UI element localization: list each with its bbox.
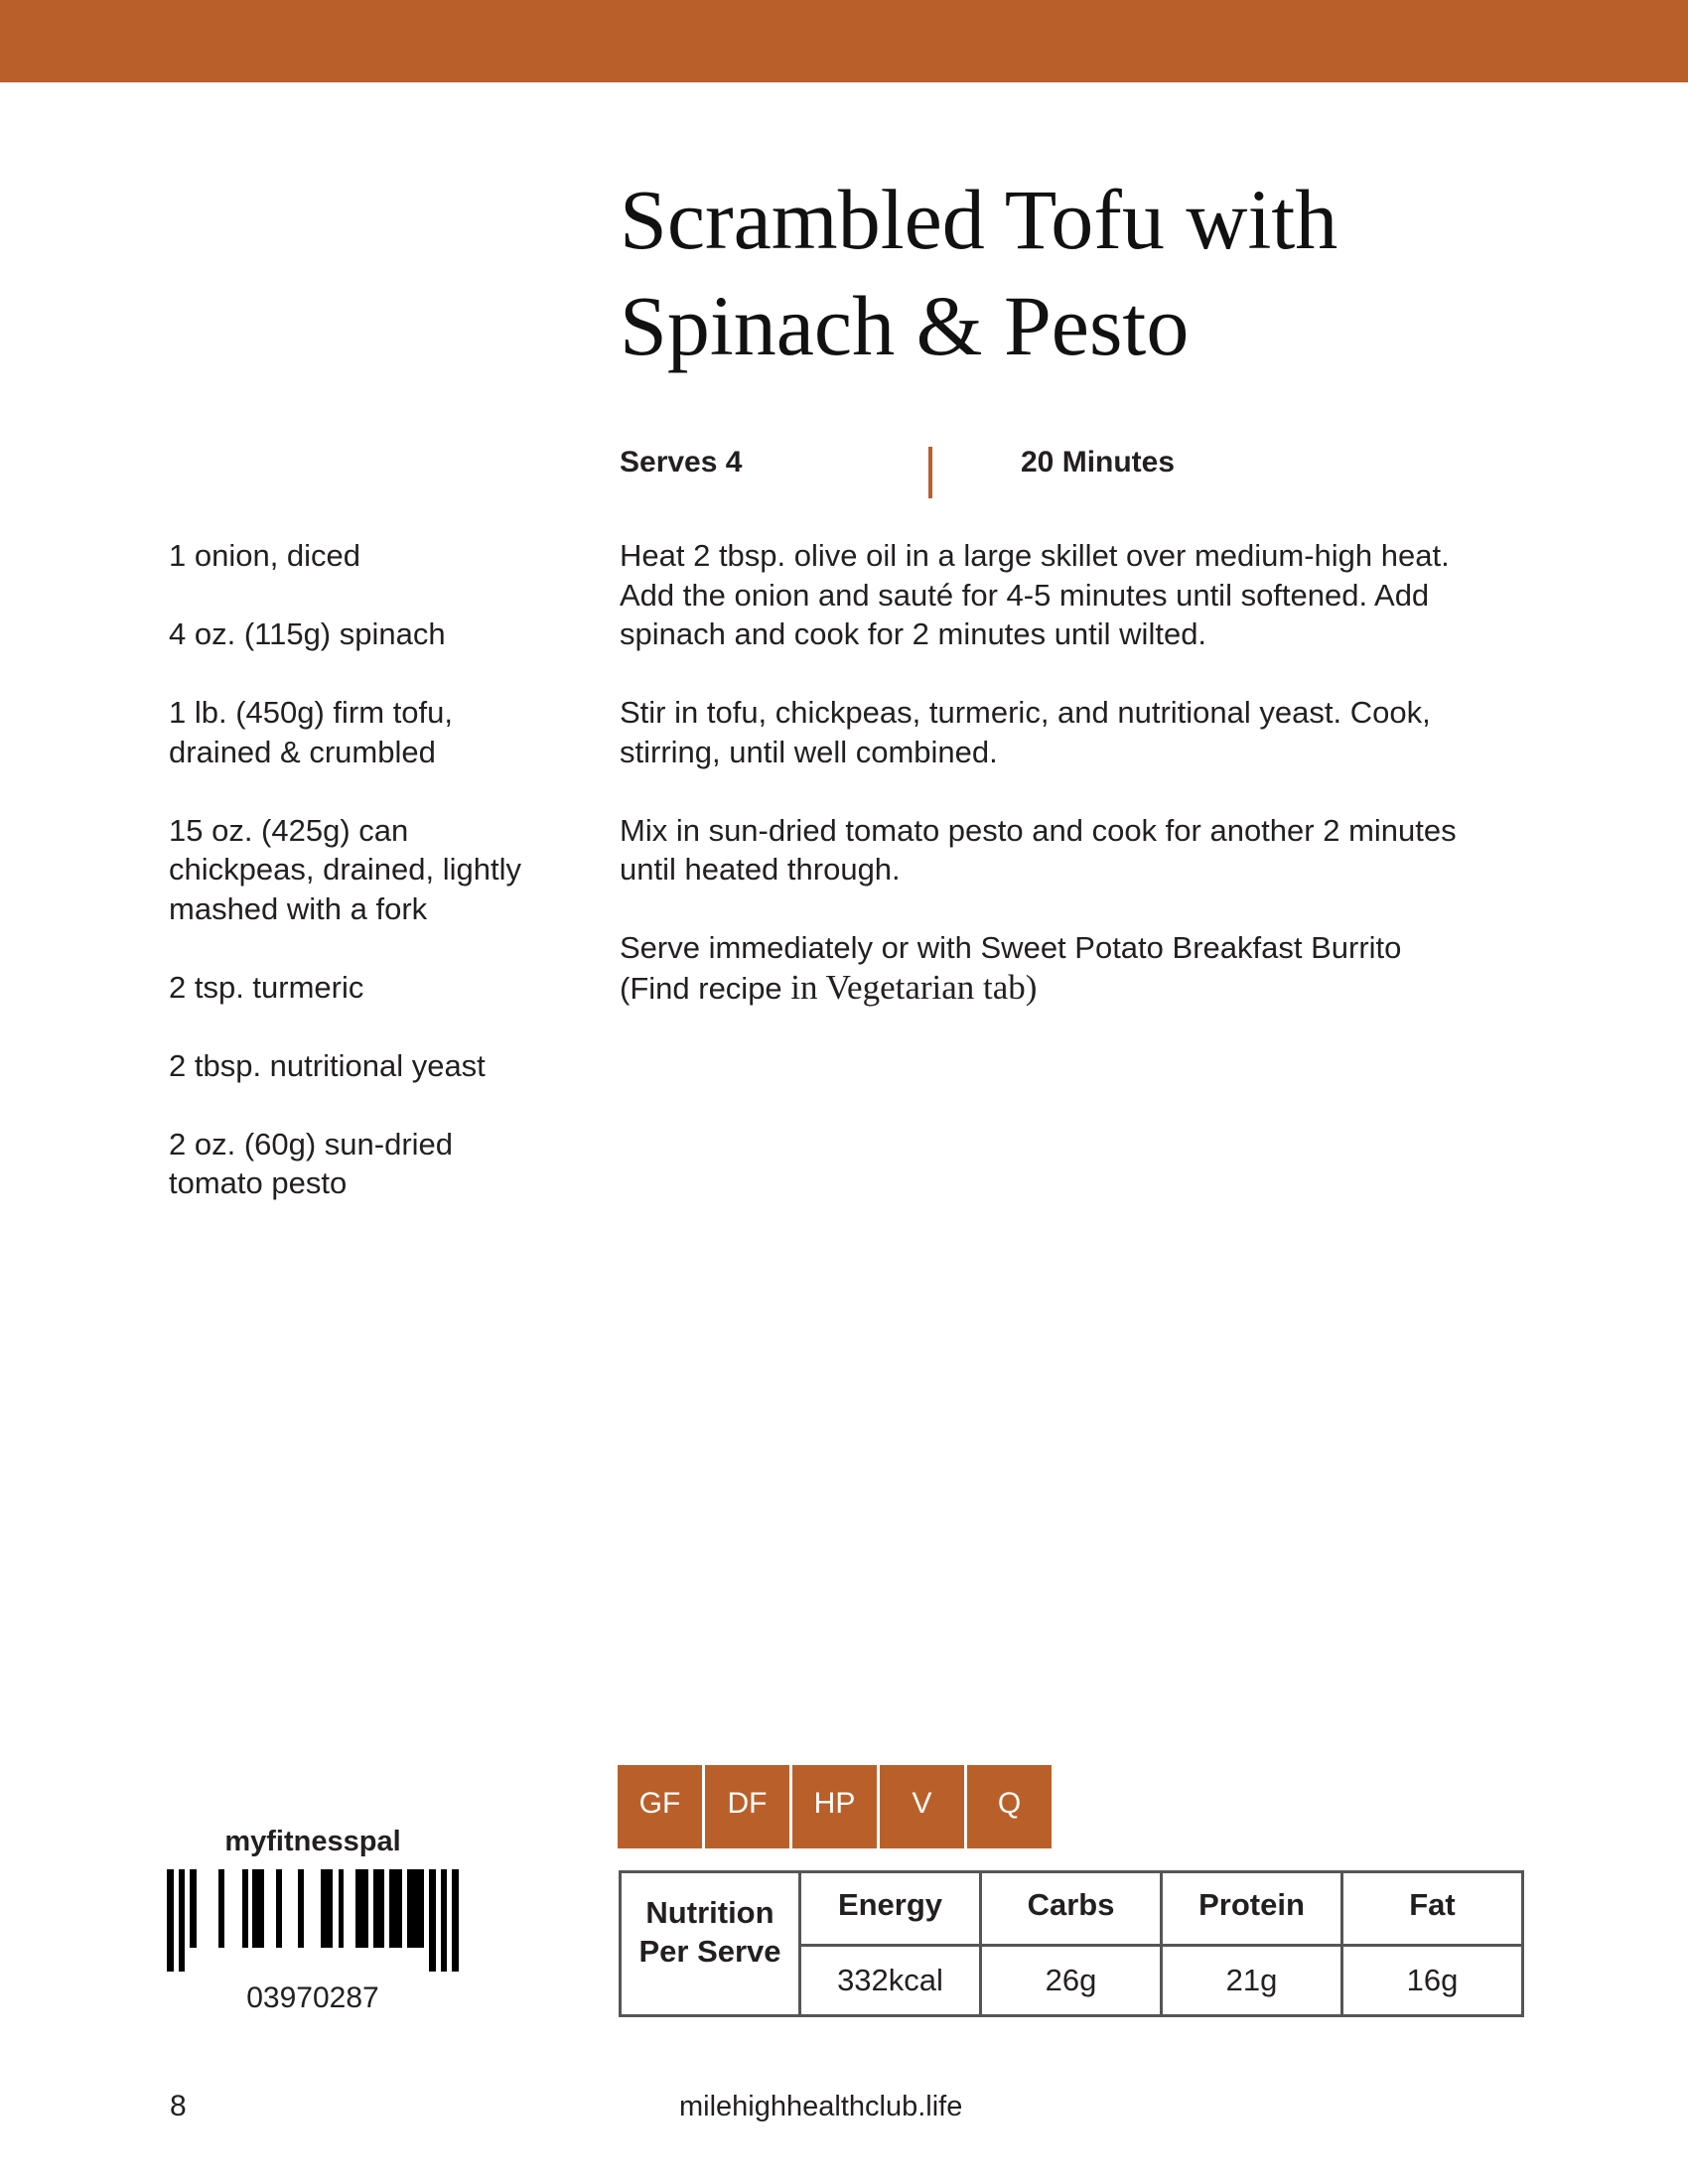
instruction-step [620, 928, 1533, 1008]
barcode-number: 03970287 [246, 1981, 379, 2014]
ingredient-line: tomato pesto [169, 1165, 348, 1200]
instruction-line: spinach and cook for 2 minutes until wilted. [620, 616, 1207, 651]
ingredient-list [169, 536, 566, 1242]
tag-gluten-free: GF [618, 1765, 702, 1848]
diet-tags [618, 1765, 1052, 1848]
site-url: milehighhealthclub.life [679, 2091, 963, 2122]
ingredient-item [169, 693, 566, 771]
tag-quick: Q [967, 1765, 1052, 1848]
nutrition-header-row [621, 1872, 1523, 1946]
recipe-title-line-1: Scrambled Tofu with [620, 172, 1338, 267]
ingredient-line: 2 tbsp. nutritional yeast [169, 1047, 486, 1083]
ingredient-line: drained & crumbled [169, 734, 436, 769]
column-header-protein: Protein [1162, 1872, 1342, 1946]
nutrition-row-header-line-2: Per Serve [638, 1934, 781, 1969]
ingredient-item [169, 536, 566, 576]
instruction-line-reference [620, 968, 1533, 1009]
instruction-line: Stir in tofu, chickpeas, turmeric, and nutritional yeast. Cook, [620, 695, 1431, 730]
tag-high-protein: HP [792, 1765, 877, 1848]
ingredient-item [169, 614, 566, 654]
protein-value: 21g [1162, 1946, 1342, 2016]
column-header-carbs: Carbs [981, 1872, 1162, 1946]
ingredient-item [169, 1125, 566, 1203]
ingredient-line: 1 lb. (450g) firm tofu, [169, 695, 454, 730]
instructions [620, 536, 1533, 1047]
column-header-energy: Energy [800, 1872, 981, 1946]
instruction-line: until heated through. [620, 852, 901, 887]
ingredient-item [169, 811, 566, 929]
servings: Serves 4 [620, 446, 743, 478]
instruction-line: Serve immediately or with Sweet Potato Breakfast Burrito [620, 930, 1402, 965]
ingredient-line: 2 oz. (60g) sun-dried [169, 1126, 454, 1161]
instruction-line: Mix in sun-dried tomato pesto and cook for another 2 minutes [620, 812, 1457, 848]
reference-text: (Find recipe [620, 970, 791, 1006]
instruction-line: Heat 2 tbsp. olive oil in a large skillet over medium-high heat. [620, 538, 1450, 573]
ingredient-line: 4 oz. (115g) spinach [169, 616, 446, 651]
instruction-line: Add the onion and sauté for 4-5 minutes until softened. Add [620, 577, 1430, 613]
energy-value: 332kcal [800, 1946, 981, 2016]
ingredient-item [169, 1046, 566, 1086]
nutrition-row-header-line-1: Nutrition [645, 1895, 774, 1930]
instruction-step [620, 811, 1533, 889]
tag-vegetarian: V [880, 1765, 964, 1848]
instruction-step [620, 536, 1533, 654]
header-bar [0, 0, 1688, 82]
carbs-value: 26g [981, 1946, 1162, 2016]
instruction-line: stirring, until well combined. [620, 734, 998, 769]
meta-divider [928, 447, 932, 498]
reference-tab-text: in Vegetarian tab) [790, 967, 1038, 1007]
fat-value: 16g [1342, 1946, 1523, 2016]
instruction-step [620, 693, 1533, 771]
recipe-title-line-2: Spinach & Pesto [620, 278, 1190, 373]
ingredient-line: chickpeas, drained, lightly [169, 852, 521, 887]
nutrition-row-header [621, 1872, 800, 2016]
cook-time: 20 Minutes [1021, 446, 1176, 478]
nutrition-table [619, 1870, 1524, 2017]
ingredient-line: 15 oz. (425g) can [169, 812, 409, 848]
page-number: 8 [170, 2090, 187, 2122]
ingredient-item [169, 968, 566, 1008]
column-header-fat: Fat [1342, 1872, 1523, 1946]
tag-dairy-free: DF [705, 1765, 789, 1848]
ingredient-line: 1 onion, diced [169, 538, 361, 573]
myfitnesspal-label: myfitnesspal [224, 1826, 401, 1857]
ingredient-line: 2 tsp. turmeric [169, 969, 364, 1005]
ingredient-line: mashed with a fork [169, 890, 428, 926]
barcode-icon [167, 1869, 459, 1972]
recipe-title [620, 167, 1337, 379]
